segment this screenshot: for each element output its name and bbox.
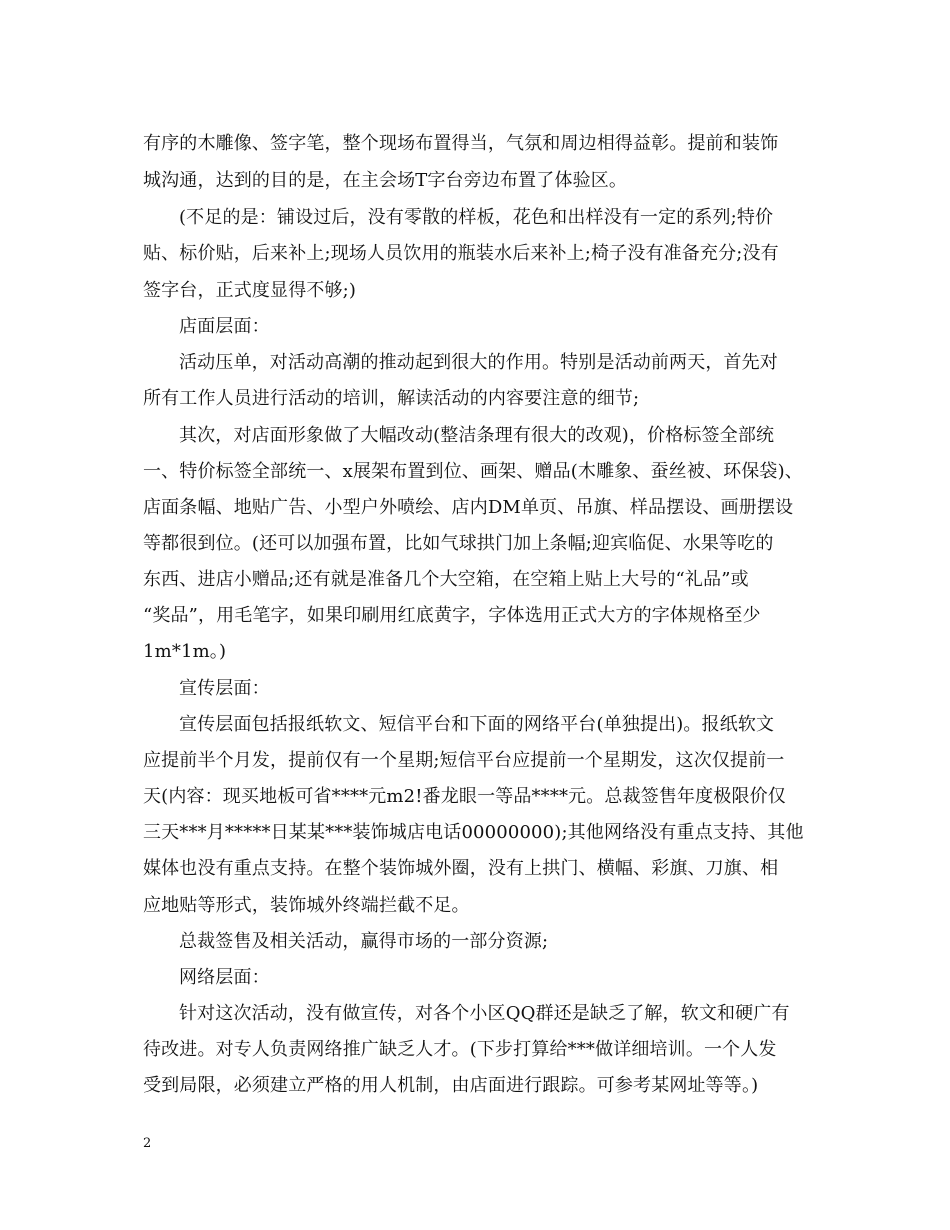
text-line: 媒体也没有重点支持。在整个装饰城外圈，没有上拱门、横幅、彩旗、刀旗、相 bbox=[143, 858, 779, 879]
text-line: 受到局限，必须建立严格的用人机制，由店面进行跟踪。可参考某网址等等。) bbox=[143, 1075, 759, 1096]
text-line: “奖品”，用毛笔字，如果印刷用红底黄字，字体选用正式大方的字体规格至少 bbox=[143, 605, 761, 626]
text-line: 三天***月*****日某某***装饰城店电话00000000);其他网络没有重点支持、其他 bbox=[143, 822, 804, 843]
text-line: 有序的木雕像、签字笔，整个现场布置得当，气氛和周边相得益彰。提前和装饰 bbox=[143, 133, 779, 154]
text-line: 等都很到位。(还可以加强布置，比如气球拱门加上条幅;迎宾临促、水果等吃的 bbox=[143, 533, 774, 554]
section-heading: 网络层面： bbox=[179, 967, 270, 988]
text-line: 东西、进店小赠品;还有就是准备几个大空箱，在空箱上贴上大号的“礼品”或 bbox=[143, 569, 749, 590]
text-line: 应地贴等形式，装饰城外终端拦截不足。 bbox=[143, 895, 470, 916]
section-heading: 宣传层面： bbox=[179, 678, 270, 699]
text-line: 一、特价标签全部统一、x展架布置到位、画架、赠品(木雕象、蚕丝被、环保袋)、 bbox=[143, 461, 803, 482]
text-line: 城沟通，达到的目的是，在主会场T字台旁边布置了体验区。 bbox=[143, 170, 628, 191]
text-line: 贴、标价贴，后来补上;现场人员饮用的瓶装水后来补上;椅子没有准备充分;没有 bbox=[143, 243, 779, 264]
text-line: (不足的是：铺设过后，没有零散的样板，花色和出样没有一定的系列;特价 bbox=[179, 207, 774, 228]
text-line: 针对这次活动，没有做宣传，对各个小区QQ群还是缺乏了解，软文和硬广有 bbox=[179, 1003, 790, 1024]
text-line: 总裁签售及相关活动，赢得市场的一部分资源; bbox=[179, 931, 549, 952]
text-line: 待改进。对专人负责网络推广缺乏人才。(下步打算给***做详细培训。一个人发 bbox=[143, 1039, 777, 1060]
text-line: 天(内容：现买地板可省****元m2!番龙眼一等品****元。总裁签售年度极限价仅 bbox=[143, 786, 786, 807]
text-line: 所有工作人员进行活动的培训，解读活动的内容要注意的细节; bbox=[143, 388, 640, 409]
text-line: 店面条幅、地贴广告、小型户外喷绘、店内DM单页、吊旗、样品摆设、画册摆设 bbox=[143, 497, 794, 518]
section-heading: 店面层面： bbox=[179, 316, 270, 337]
text-line: 应提前半个月发，提前仅有一个星期;短信平台应提前一个星期发，这次仅提前一 bbox=[143, 750, 785, 771]
text-line: 其次，对店面形象做了大幅改动(整洁条理有很大的改观)，价格标签全部统 bbox=[179, 425, 775, 446]
text-line: 宣传层面包括报纸软文、短信平台和下面的网络平台(单独提出)。报纸软文 bbox=[179, 714, 775, 735]
page-number: 2 bbox=[143, 1136, 152, 1151]
text-line: 签字台，正式度显得不够;) bbox=[143, 280, 357, 301]
text-line: 1m*1m。) bbox=[143, 641, 227, 662]
text-line: 活动压单，对活动高潮的推动起到很大的作用。特别是活动前两天，首先对 bbox=[179, 352, 778, 373]
